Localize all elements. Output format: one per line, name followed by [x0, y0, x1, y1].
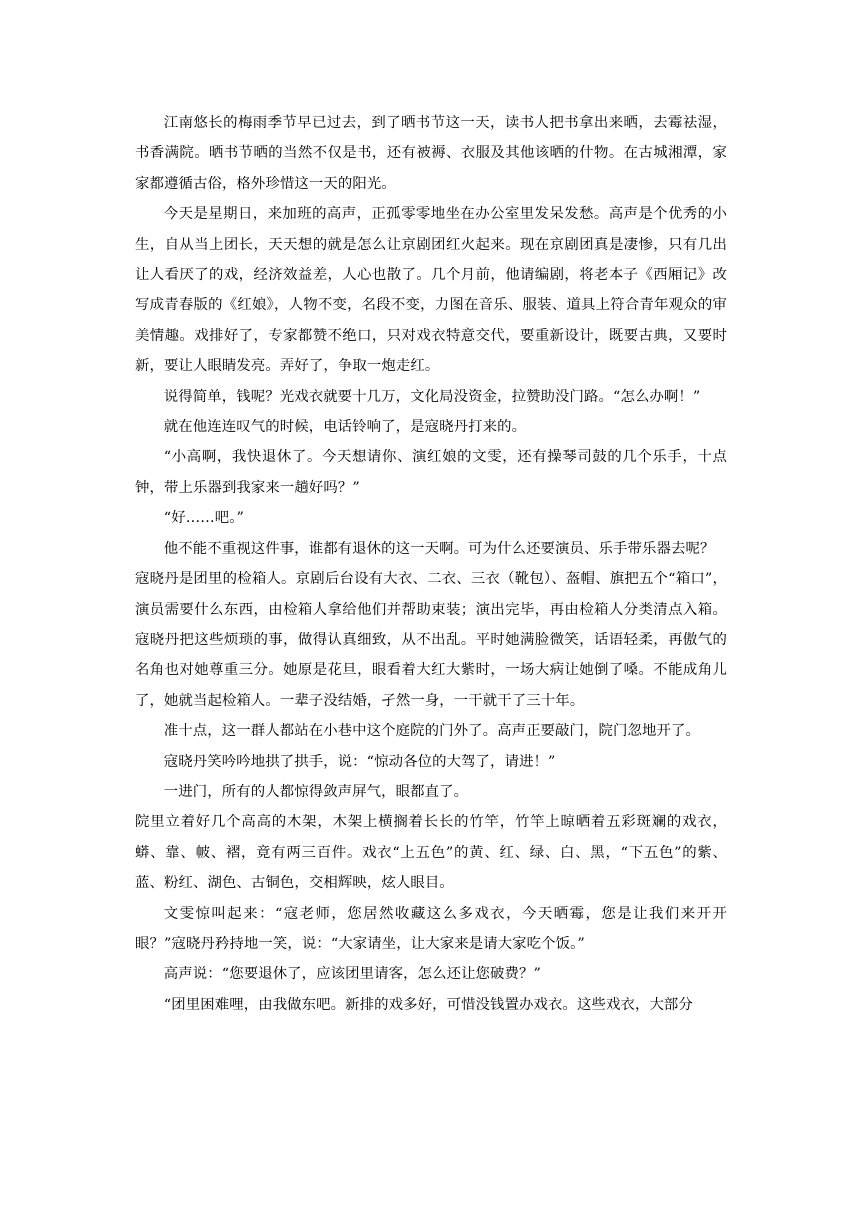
- paragraph-13: 文雯惊叫起来：“寇老师，您居然收藏这么多戏衣，今天晒霉，您是让我们来开开眼？”寇晓丹矜持地一笑，说：“大家请坐，让大家来是请大家吃个饭。”: [135, 905, 727, 952]
- paragraph-15: “团里困难哩，由我做东吧。新排的戏多好，可惜没钱置办戏衣。这些戏衣，大部分: [163, 996, 693, 1013]
- paragraph-7: 他不能不重视这件事，谁都有退休的这一天啊。可为什么还要演员、乐手带乐器去呢？: [163, 540, 715, 557]
- paragraph-14: 高声说：“您要退休了，应该团里请客，怎么还让您破费？”: [163, 966, 541, 983]
- paragraph-6: “好……吧。”: [163, 510, 244, 527]
- paragraph-9: 准十点，这一群人都站在小巷中这个庭院的门外了。高声正要敲门，院门忽地开了。: [163, 723, 700, 740]
- paragraph-3: 说得简单，钱呢？光戏衣就要十几万，文化局没资金，拉赞助没门路。“怎么办啊！”: [163, 388, 701, 405]
- paragraph-1: 江南悠长的梅雨季节早已过去，到了晒书节这一天，读书人把书拿出来晒，去霉祛湿，书香满院。晒书节晒的当然不仅是书，还有被褥、衣服及其他该晒的什物。在古城湘潭，家家都遵循古俗，格外珍惜这一天的阳光。: [135, 115, 727, 192]
- paragraph-8: 寇晓丹是团里的检箱人。京剧后台设有大衣、二衣、三衣（靴包）、盔帽、旗把五个“箱口”，演员需要什么东西，由检箱人拿给他们并帮助束装；演出完毕，再由检箱人分类清点入箱。寇晓丹把这些烦琐的事，做得认真细致，从不出乱。平时她满脸微笑，话语轻柔，再傲气的名角也对她尊重三分。她原是花旦，眼看着大红大紫时，一场大病让她倒了嗓。不能成角儿了，她就当起检箱人。一辈子没结婚，孑然一身，一干就干了三十年。: [135, 571, 727, 709]
- paragraph-4: 就在他连连叹气的时候，电话铃响了，是寇晓丹打来的。: [163, 419, 527, 436]
- paragraph-11: 一进门，所有的人都惊得敛声屏气，眼都直了。: [163, 783, 469, 800]
- paragraph-10: 寇晓丹笑吟吟地拱了拱手，说：“惊动各位的大驾了，请进！”: [163, 753, 556, 770]
- paragraph-2: 今天是星期日，来加班的高声，正孤零零地坐在办公室里发呆发愁。高声是个优秀的小生，自从当上团长，天天想的就是怎么让京剧团红火起来。现在京剧团真是凄惨，只有几出让人看厌了的戏，经济效益差，人心也散了。几个月前，他请编剧，将老本子《西厢记》改写成青春版的《红娘》，人物不变，名段不变，力图在音乐、服装、道具上符合青年观众的审美情趣。戏排好了，专家都赞不绝口，只对戏衣特意交代，要重新设计，既要古典，又要时新，要让人眼睛发亮。弄好了，争取一炮走红。: [135, 206, 727, 375]
- article-body: [135, 108, 727, 1020]
- paragraph-12: 院里立着好几个高高的木架，木架上横搁着长长的竹竿，竹竿上晾晒着五彩斑斓的戏衣，蟒、靠、帔、褶，竟有两三百件。戏衣“上五色”的黄、红、绿、白、黑，“下五色”的紫、蓝、粉红、湖色、古铜色，交相辉映，炫人眼目。: [135, 814, 727, 892]
- paragraph-5: “小高啊，我快退休了。今天想请你、演红娘的文雯，还有操琴司鼓的几个乐手，十点钟，带上乐器到我家来一趟好吗？”: [135, 449, 727, 496]
